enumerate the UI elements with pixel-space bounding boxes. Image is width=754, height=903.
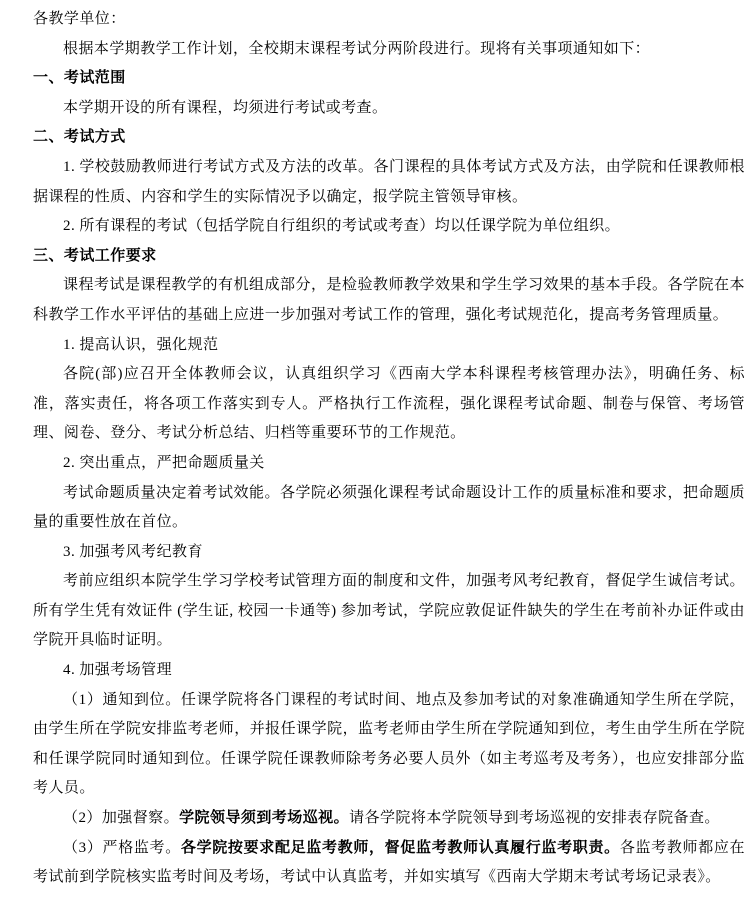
- paragraph: [33, 804, 745, 834]
- sub-item-heading: [33, 656, 745, 686]
- text-run: 4. 加强考场管理: [63, 662, 173, 679]
- text-run: （2）加强督察。: [63, 810, 180, 827]
- paragraph: [33, 271, 745, 330]
- bold-text-run: 各学院按要求配足监考教师，督促监考教师认真履行监考职责。: [180, 839, 620, 856]
- bold-text-run: 一、考试范围: [33, 70, 126, 87]
- paragraph: [33, 479, 745, 538]
- document-body: [33, 5, 745, 893]
- sub-item-heading: [33, 331, 745, 361]
- paragraph: [33, 834, 745, 893]
- paragraph: [33, 212, 745, 242]
- bold-text-run: 三、考试工作要求: [33, 247, 157, 264]
- section-heading-3: [33, 242, 745, 272]
- paragraph: [33, 567, 745, 656]
- paragraph: [33, 360, 745, 449]
- text-run: 各院(部)应召开全体教师会议，认真组织学习《西南大学本科课程考核管理办法》，明确任务、标准，落实责任，将各项工作落实到专人。严格执行工作流程，强化课程考试命题、制卷与保管、考场管理、阅卷、登分、考试分析总结、归档等重要环节的工作规范。: [33, 366, 745, 442]
- paragraph: [33, 94, 745, 124]
- paragraph: [33, 686, 745, 804]
- bold-text-run: 学院领导须到考场巡视。: [179, 810, 350, 827]
- paragraph: [33, 153, 745, 212]
- text-run: 考试命题质量决定着考试效能。各学院必须强化课程考试命题设计工作的质量标准和要求，把命题质量的重要性放在首位。: [33, 484, 745, 531]
- text-run: 各教学单位：: [33, 11, 126, 27]
- text-run: 考前应组织本院学生学习学校考试管理方面的制度和文件，加强考风考纪教育，督促学生诚信考试。所有学生凭有效证件 (学生证, 校园一卡通等) 参加考试，学院应敦促证件缺失的学生在考前补办证件或由学院开具临时证明。: [33, 573, 745, 649]
- section-heading-1: [33, 64, 745, 94]
- bold-text-run: 二、考试方式: [33, 129, 126, 146]
- text-run: 3. 加强考风考纪教育: [63, 543, 203, 560]
- text-run: 课程考试是课程教学的有机组成部分，是检验教师教学效果和学生学习效果的基本手段。各学院在本科教学工作水平评估的基础上应进一步加强对考试工作的管理，强化考试规范化，提高考务管理质量。: [33, 277, 745, 323]
- text-run: （1）通知到位。任课学院将各门课程的考试时间、地点及参加考试的对象准确通知学生所在学院，由学生所在学院安排监考老师，并报任课学院，监考老师由学生所在学院通知到位，考生由学生所在学院和任课学院同时通知到位。任课学院任课教师除考务必要人员外（如主考巡考及考务），也应安排部分监考人员。: [33, 691, 745, 797]
- text-run: 本学期开设的所有课程，均须进行考试或考查。: [63, 99, 388, 116]
- sub-item-heading: [33, 449, 745, 479]
- salutation: [33, 5, 745, 35]
- text-run: 2. 突出重点，严把命题质量关: [63, 454, 265, 471]
- section-heading-2: [33, 123, 745, 153]
- sub-item-heading: [33, 538, 745, 568]
- text-run: 2. 所有课程的考试（包括学院自行组织的考试或考查）均以任课学院为单位组织。: [63, 218, 621, 235]
- text-run: 1. 学校鼓励教师进行考试方式及方法的改革。各门课程的具体考试方式及方法，由学院和任课教师根据课程的性质、内容和学生的实际情况予以确定，报学院主管领导审核。: [33, 158, 745, 205]
- text-run: 请各学院将本学院领导到考场巡视的安排表存院备查。: [349, 810, 720, 827]
- intro-paragraph: [33, 35, 745, 65]
- text-run: （3）严格监考。: [63, 839, 181, 856]
- text-run: 各监考教师都应在考试前到学院核实监考时间及考场，考试中认真监考，并如实填写《西南大学期末考试考场记录表》。: [33, 839, 745, 886]
- text-run: 1. 提高认识，强化规范: [63, 336, 219, 353]
- text-run: 根据本学期教学工作计划，全校期末课程考试分两阶段进行。现将有关事项通知如下：: [63, 40, 651, 57]
